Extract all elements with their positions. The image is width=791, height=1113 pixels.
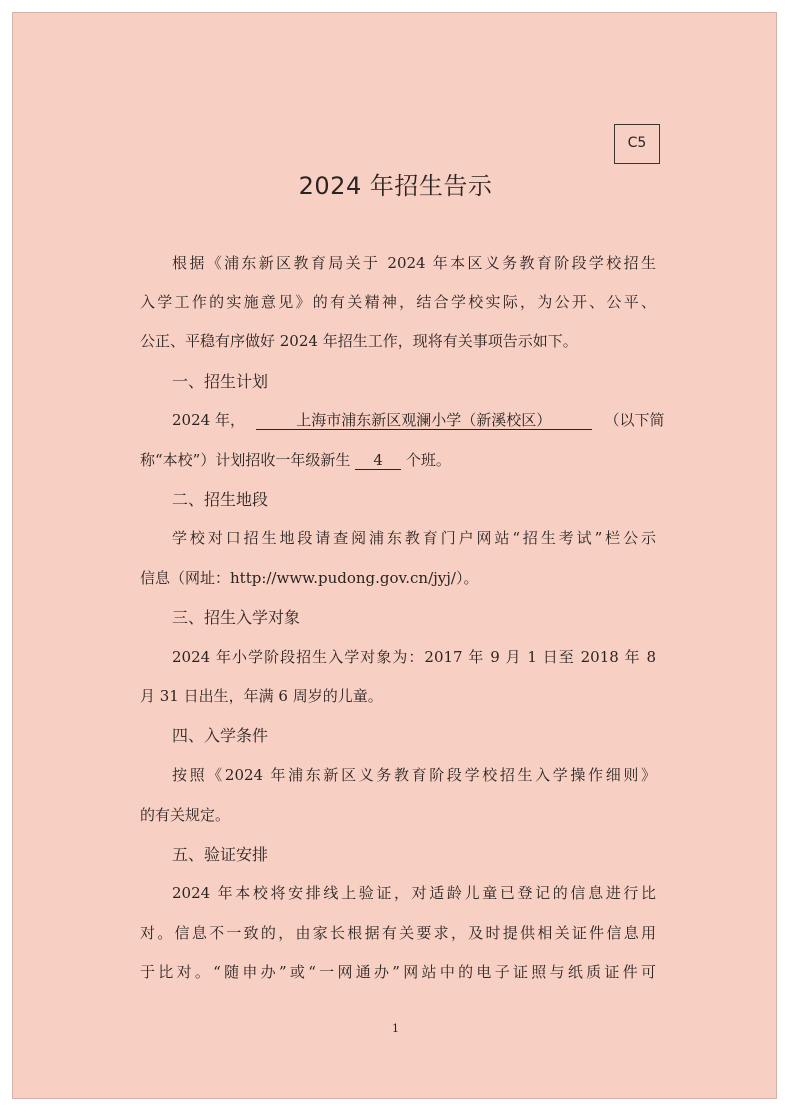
target-line-1: 2024 年小学阶段招生入学对象为：2017 年 9 月 1 日至 2018 年 8: [172, 648, 656, 666]
school-name-field: 上海市浦东新区观澜小学（新溪校区）: [256, 411, 592, 430]
conditions-line-1: 按照《2024 年浦东新区义务教育阶段学校招生入学操作细则》: [172, 766, 656, 784]
intro-line-3: 公正、平稳有序做好 2024 年招生工作，现将有关事项告示如下。: [140, 332, 578, 350]
plan-line-1-prefix: 2024 年，: [172, 411, 245, 429]
section-heading-verification: 五、验证安排: [172, 845, 269, 864]
document-title: 2024 年招生告示: [298, 172, 493, 200]
verification-line-1: 2024 年本校将安排线上验证，对适龄儿童已登记的信息进行比: [172, 884, 656, 902]
plan-line-2: [140, 450, 656, 470]
intro-line-1: 根据《浦东新区教育局关于 2024 年本区义务教育阶段学校招生: [172, 254, 656, 272]
page-number: 1: [392, 1022, 399, 1035]
section-heading-district: 二、招生地段: [172, 490, 269, 509]
verification-line-2: 对。信息不一致的，由家长根据有关要求，及时提供相关证件信息用: [140, 924, 656, 942]
plan-line-2-prefix: 称“本校”）计划招收一年级新生: [140, 451, 351, 469]
verification-line-3: 于比对。“随申办”或“一网通办”网站中的电子证照与纸质证件可: [140, 963, 656, 981]
section-heading-conditions: 四、入学条件: [172, 726, 269, 745]
plan-line-1-suffix: （以下简: [604, 411, 665, 429]
class-count-field: 4: [355, 451, 401, 470]
district-line-2: 信息（网址：http://www.pudong.gov.cn/jyj/）。: [140, 569, 479, 587]
target-line-2: 月 31 日出生，年满 6 周岁的儿童。: [140, 687, 383, 705]
intro-line-2: 入学工作的实施意见》的有关精神，结合学校实际，为公开、公平、: [140, 293, 656, 311]
section-heading-target: 三、招生入学对象: [172, 608, 301, 627]
conditions-line-2: 的有关规定。: [140, 806, 231, 824]
section-heading-plan: 一、招生计划: [172, 372, 269, 391]
district-line-1: 学校对口招生地段请查阅浦东教育门户网站“招生考试”栏公示: [172, 529, 656, 547]
plan-line-1: [172, 410, 665, 430]
plan-line-2-suffix: 个班。: [405, 451, 451, 469]
document-code-box: C5: [614, 124, 660, 164]
